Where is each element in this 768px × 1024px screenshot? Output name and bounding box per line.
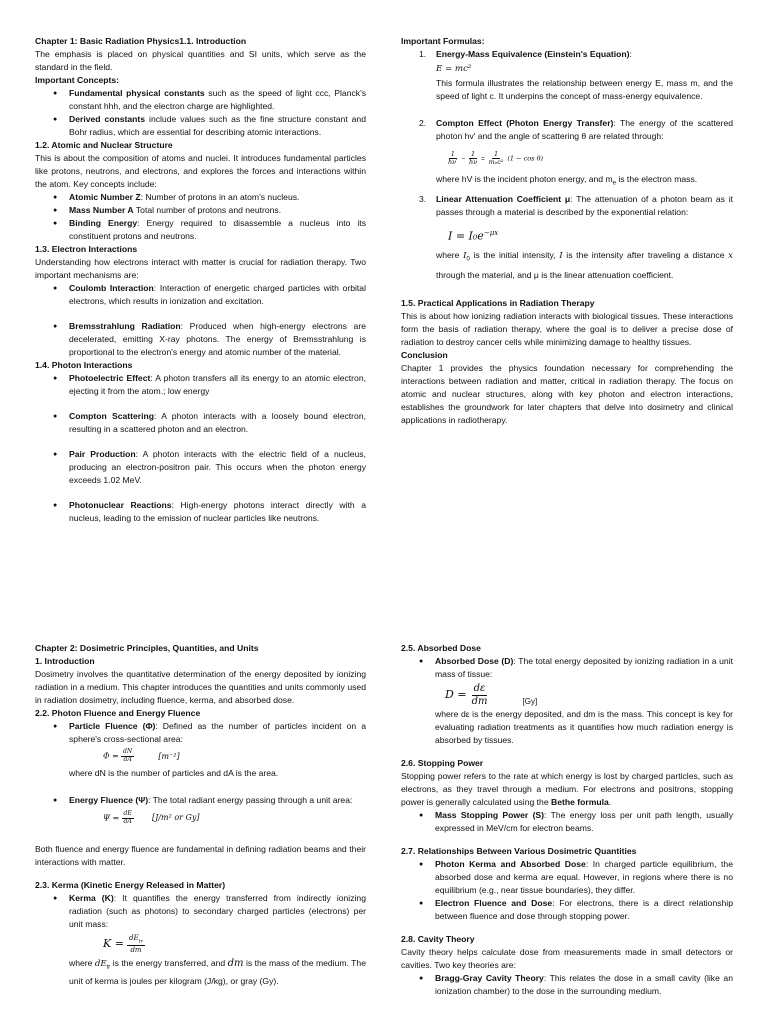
attenuation-equation: $I = I_0e^{-\mu x}$ (448, 228, 499, 243)
electron-interactions-list (35, 282, 366, 359)
fluence-summary: Both fluence and energy fluence are fundamental in defining radiation beams and their interactions with matter. (35, 843, 366, 867)
section-1-3-heading: 1.3. Electron Interactions (35, 244, 138, 254)
relationships-list (401, 858, 733, 923)
section-2-2-heading: 2.2. Photon Fluence and Energy Fluence (35, 708, 201, 718)
list-item: 2. Compton Effect (Photon Energy Transfer): The energy of the scattered photon hv′ and the angle of scattering θ are related through: $\frac{1}{h\nu'}$ − $\frac{1}{h\nu}$ = $\frac{1}{\text{mₑc²}}$ (1 − cos θ) where hV is the incident photon energy, and $m_e$ is the electron mass. (419, 118, 734, 187)
list-item: ● Particle Fluence (Φ): Defined as the number of particles incident on a sphere's cross-sectional area: Φ = $\frac{dN}{dA}$ [m⁻²] (35, 720, 366, 764)
conclusion-heading: Conclusion (401, 350, 448, 361)
section-2-7-heading: 2.7. Relationships Between Various Dosimetric Quantities (401, 845, 637, 856)
chapter1-title: Chapter 1: Basic Radiation Physics1.1. Introduction (35, 36, 247, 46)
list-item: 1. Energy-Mass Equivalence (Einstein's Equation): E = mc² This formula illustrates the relationship between energy E, mass m, and the speed of light c. It underpins the concept of mass-energy equivalence. (419, 49, 733, 101)
concepts-heading: Important Concepts: (35, 75, 120, 85)
energy-fluence-equation: Ψ = $\frac{dE}{dA}$ [J/m² or Gy] (103, 809, 200, 825)
particle-fluence-equation: Φ = $\frac{dN}{dA}$ [m⁻²] (103, 748, 180, 763)
section-1-5-heading: 1.5. Practical Applications in Radiation Therapy (401, 298, 595, 309)
concepts-list (35, 87, 366, 139)
section-2-8-text: Cavity theory helps calculate dose from measurements made in small detectors or cavities. Two key theories are: (401, 946, 733, 970)
formulas-list (401, 48, 733, 283)
list-item: ● Binding Energy: Energy required to disassemble a nucleus into its constituent protons and neutrons. (35, 217, 366, 243)
section-2-3-heading: 2.3. Kerma (Kinetic Energy Released in Matter) (35, 879, 226, 890)
p1-right-column (401, 35, 733, 427)
absorbed-dose-list (401, 655, 733, 747)
atomic-concepts-list (35, 191, 366, 243)
particle-fluence-where: where dN is the number of particles and dA is the area. (69, 767, 279, 778)
conclusion-text: Chapter 1 provides the physics foundation necessary for comprehending the interactions between radiation and matter, critical in radiation therapy. The focus on atomic and nuclear structures, along with key photon and electron interactions, establishes the groundwork for later chapters that delve into dosimetry and clinical applications in radiotherapy. (401, 363, 733, 426)
photon-interactions-list (35, 372, 366, 525)
list-item: ● Atomic Number Z: Number of protons in an atom's nucleus. (35, 191, 366, 204)
list-item: 3. Linear Attenuation Coefficient μ: The attenuation of a photon beam as it passes through a material is described by the exponential relation: $I = I_0e^{-\mu x}$ where $I_0$ is the initial intensity, I is the intensity after traveling a distance x through the material, and μ is the linear attenuation coefficient. (419, 193, 734, 281)
section-1-2-heading: 1.2. Atomic and Nuclear Structure (35, 140, 173, 150)
list-item: ● Photoelectric Effect: A photon transfers all its energy to an atomic electron, ejecting it from the atom.; low energy (35, 372, 366, 398)
list-item: ● Fundamental physical constants such as the speed of light ccc, Planck's constant hhh, and the electron charge are highlighted. (35, 87, 366, 113)
kerma-list (35, 892, 366, 989)
p2-right-column (401, 642, 733, 998)
list-item: ● Mass Number A Total number of protons and neutrons. (35, 204, 366, 217)
chapter2-title: Chapter 2: Dosimetric Principles, Quantities, and Units (35, 643, 259, 653)
list-item: ● Coulomb Interaction: Interaction of energetic charged particles with orbital electrons, which results in ionization and excitation. (35, 282, 366, 308)
list-item: ● Derived constants include values such as the fine structure constant and Bohr radius, which are essential for describing atomic interactions. (35, 113, 366, 139)
absorbed-dose-equation: D = $\frac{d\varepsilon}{dm}$ $_{[Gy]}$ (445, 683, 538, 707)
section-2-8-heading: 2.8. Cavity Theory (401, 933, 475, 944)
list-item: ● Photonuclear Reactions: High-energy photons interact directly with a nucleus, leading to the emission of nuclear particles like neutrons. (35, 499, 366, 525)
section-1-2-text: This is about the composition of atoms and nuclei. It introduces fundamental particles like protons, neutrons, and electrons, and explores the forces and interactions within the atom. Key concepts include: (35, 153, 366, 189)
p2-left-column (35, 642, 366, 988)
list-item: ● Bragg-Gray Cavity Theory: This relates the dose in a small cavity (like an ionization chamber) to the dose in the surrounding medium. (401, 972, 733, 998)
section-1-4-heading: 1.4. Photon Interactions (35, 360, 133, 370)
section-2-1-heading: 1. Introduction (35, 656, 95, 666)
energy-mass-equation: E = mc² (436, 64, 472, 74)
cavity-theory-list (401, 972, 733, 998)
compton-equation: $\frac{1}{h\nu'}$ − $\frac{1}{h\nu}$ = $\frac{1}{\text{mₑc²}}$ (1 − cos θ) (448, 150, 544, 167)
section-1-3-text: Understanding how electrons interact with matter is crucial for radiation therapy. Two important mechanisms are: (35, 257, 366, 280)
section-2-6-text: Stopping power refers to the rate at which energy is lost by charged particles, such as electrons, as they travel through a medium. For electrons and positrons, stopping power is generally calculated using the Bethe formula. (401, 770, 733, 807)
section-2-6-heading: 2.6. Stopping Power (401, 757, 484, 768)
list-item: ● Electron Fluence and Dose: For electrons, there is a direct relationship between fluence and dose through stopping power. (401, 897, 733, 923)
section-2-1-text: Dosimetry involves the quantitative determination of the energy deposited by ionizing radiation in a medium. This chapter introduces the quantities and units commonly used in radiation dosimetry, including fluence, kerma, and absorbed dose. (35, 669, 366, 705)
chapter1-intro: The emphasis is placed on physical quantities and SI units, which serve as the standard in the field. (35, 49, 366, 72)
list-item: ● Mass Stopping Power (S): The energy loss per unit path length, usually expressed in MeV/cm for electron beams. (401, 809, 733, 835)
list-item: ● Energy Fluence (Ψ): The total radiant energy passing through a unit area: Ψ = $\frac{dE}{dA}$ [J/m² or Gy] (35, 794, 366, 826)
kerma-equation: K = $\frac{dE_{tr}}{dm}$ (103, 933, 143, 954)
fluence-list (35, 720, 366, 764)
energy-fluence-list (35, 794, 366, 826)
list-item: ● Compton Scattering: A photon interacts with a loosely bound electron, resulting in a scattered photon and an electron. (35, 410, 366, 436)
section-1-5-text: This is about how ionizing radiation interacts with biological tissues. These interactions form the basis of radiation therapy, where the goal is to deliver a precise dose of radiation to destroy cancer cells while minimizing damage to healthy tissues. (401, 311, 733, 348)
list-item: ● Kerma (K): It quantifies the energy transferred from indirectly ionizing radiation (such as photons) to secondary charged particles (electrons) per unit mass: K = $\frac{dE_{tr}}{dm}$ where $dE_{tr}$ is the energy transferred, and dm is the mass of the medium. The unit of kerma is joules per kilogram (J/kg), or gray (Gy). (35, 892, 366, 989)
list-item: ● Photon Kerma and Absorbed Dose: In charged particle equilibrium, the absorbed dose and kerma are equal. However, in regions where there is no equilibrium (e.g., near tissue boundaries), they differ. (401, 858, 733, 897)
formulas-heading: Important Formulas: (401, 36, 485, 46)
p1-left-column (35, 35, 366, 525)
stopping-power-list (401, 809, 733, 835)
list-item: ● Bremsstrahlung Radiation: Produced when high-energy electrons are decelerated, emitting X-ray photons. The energy of Bremsstrahlung is proportional to the electron's energy and atomic number of the material. (35, 320, 366, 359)
section-2-5-heading: 2.5. Absorbed Dose (401, 643, 481, 653)
list-item: ● Pair Production: A photon interacts with the electric field of a nucleus, producing an electron-positron pair. This occurs when the photon energy exceeds 1.02 MeV. (35, 448, 366, 487)
list-item: ● Absorbed Dose (D): The total energy deposited by ionizing radiation in a unit mass of tissue: D = $\frac{d\varepsilon}{dm}$ $_{[Gy]}$ where dε is the energy deposited, and dm is the mass. This concept is key for evaluating radiation treatments as it quantifies how much radiation energy is absorbed by tissues. (401, 655, 733, 747)
